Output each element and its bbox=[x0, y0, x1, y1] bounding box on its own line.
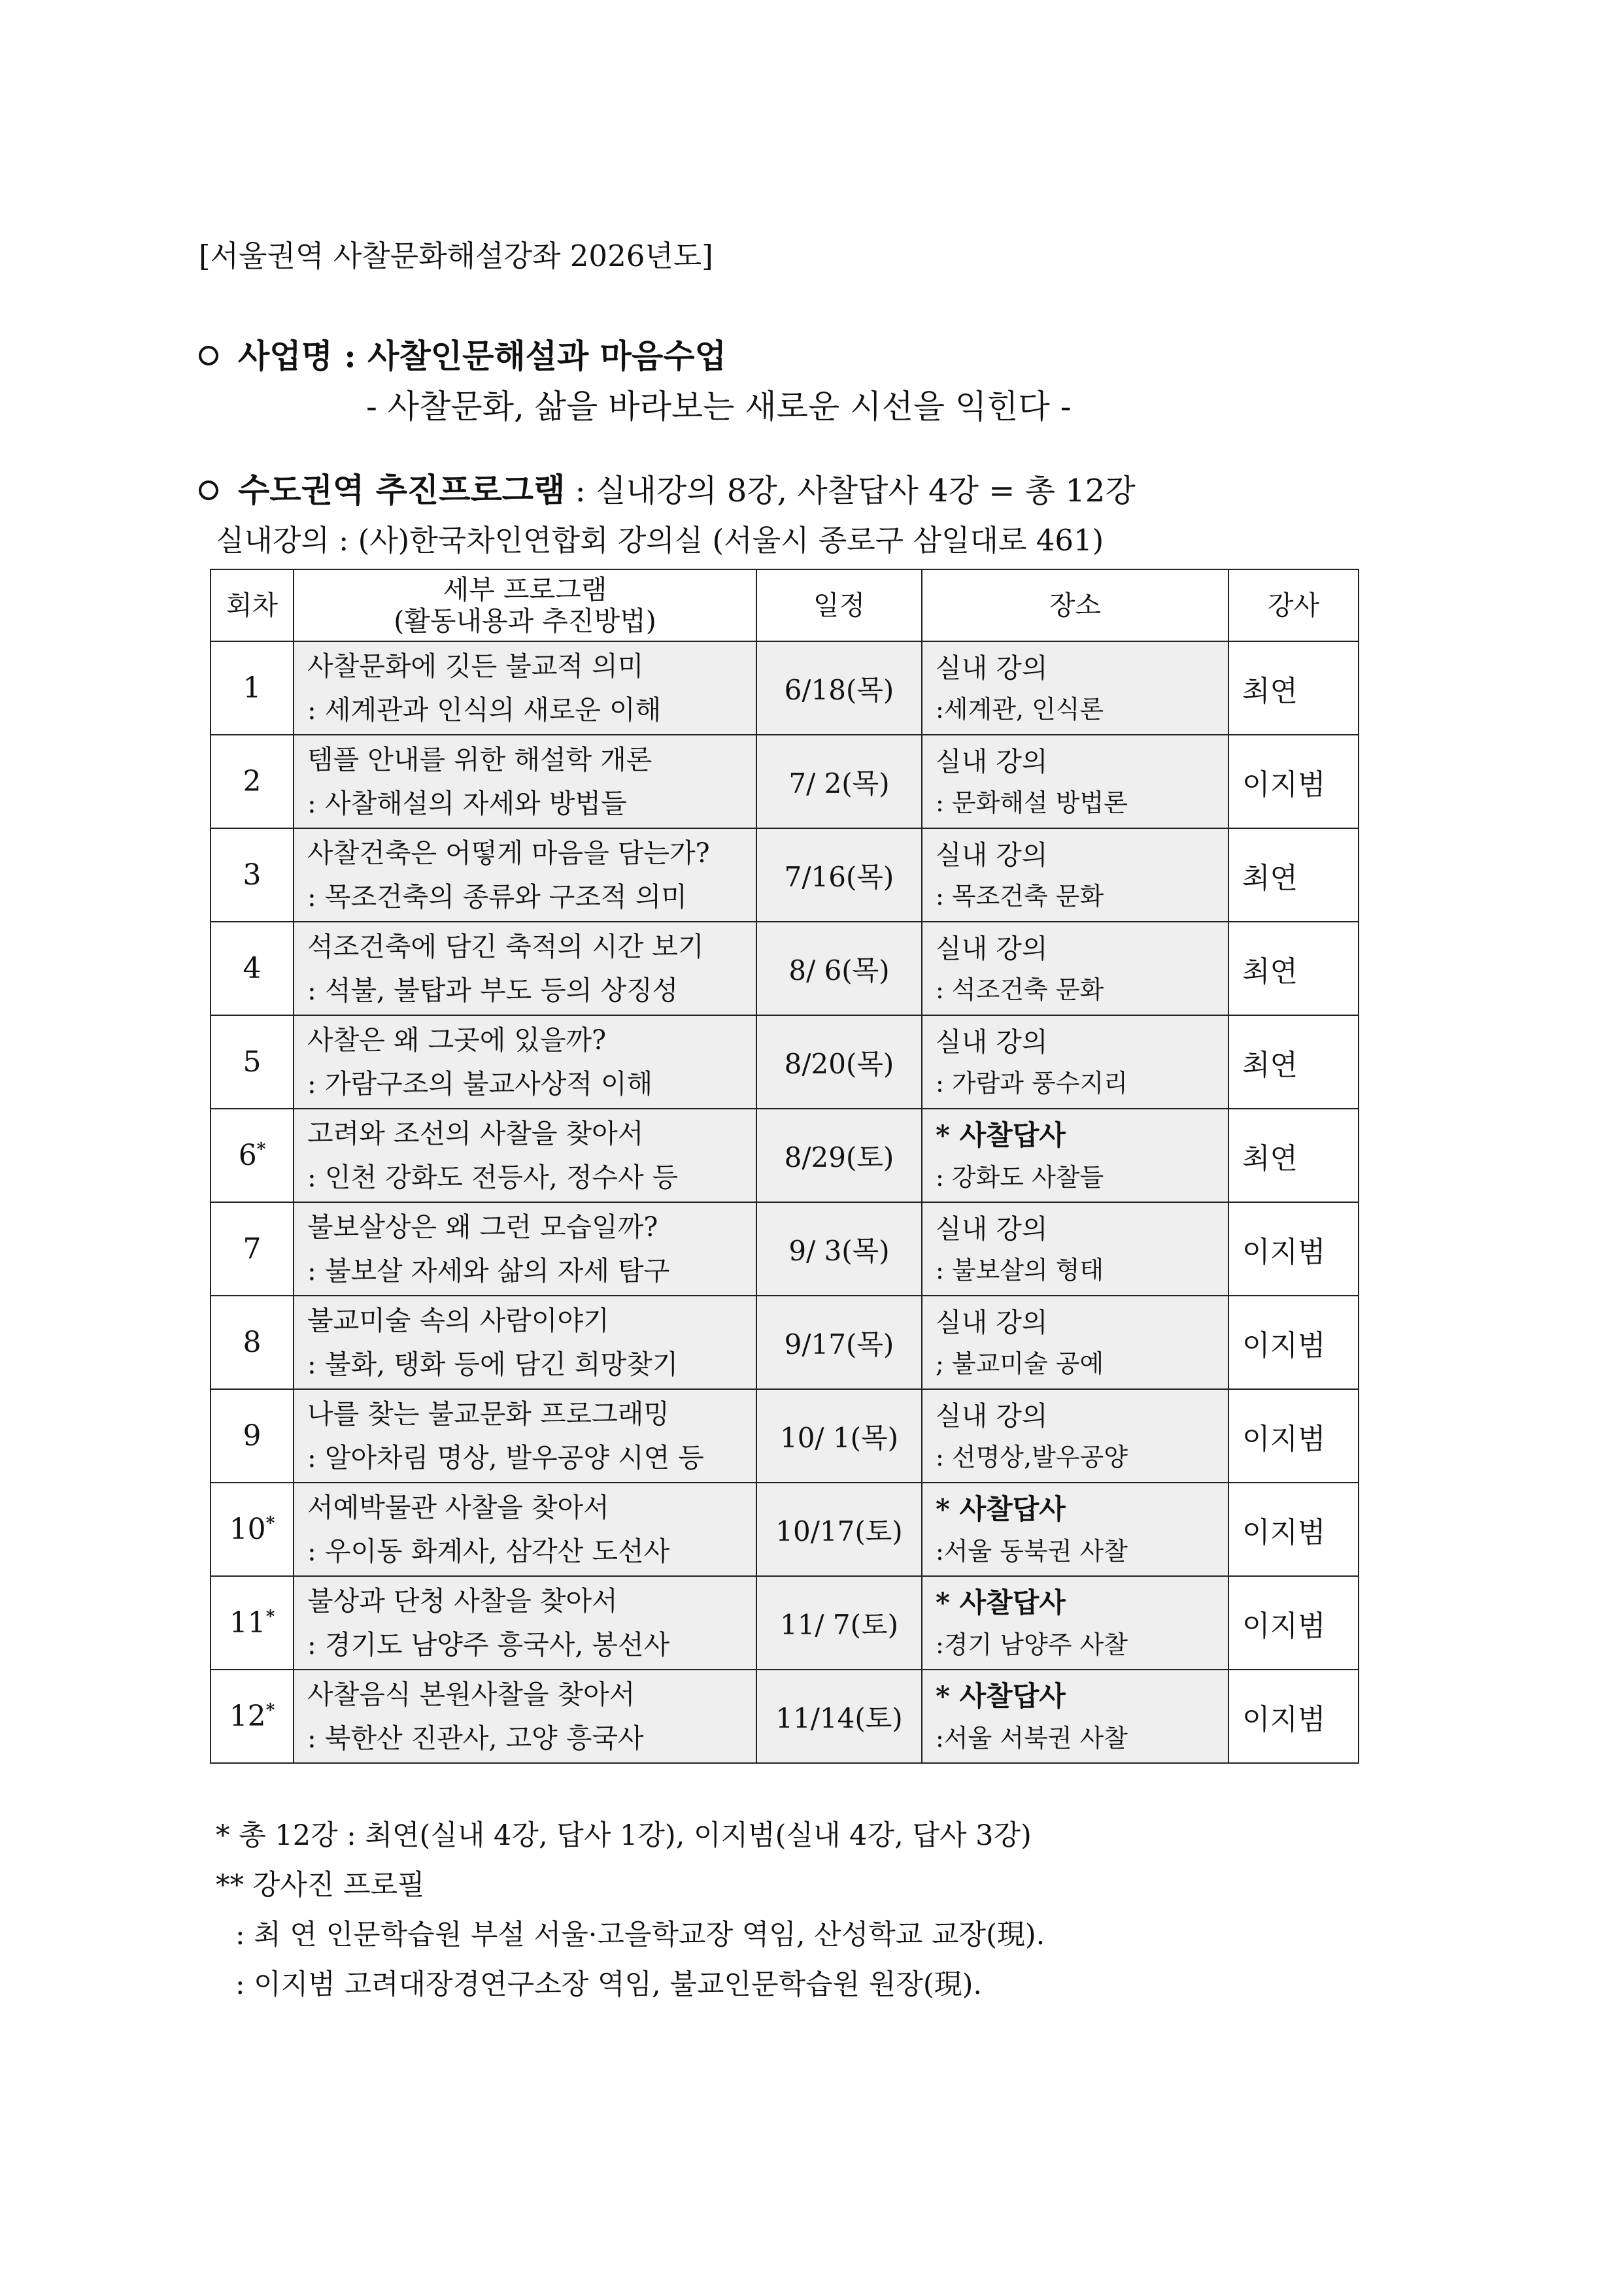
table-row bbox=[211, 828, 1359, 922]
row-lecturer: 이지범 bbox=[1228, 1576, 1359, 1670]
row-number-text: 12 bbox=[229, 1700, 266, 1733]
program-title-line: 불교미술 속의 사람이야기 bbox=[307, 1305, 609, 1337]
row-number-text: 10 bbox=[229, 1513, 266, 1546]
program-title-line: 석조건축에 담긴 축적의 시간 보기 bbox=[307, 931, 704, 963]
row-location bbox=[922, 1015, 1228, 1109]
note-profile-choi: : 최 연 인문학습원 부설 서울·고을학교장 역임, 산성학교 교장(現). bbox=[235, 1919, 1045, 1951]
field-trip-marker: * bbox=[265, 1700, 275, 1721]
table-row bbox=[211, 1109, 1359, 1202]
program-detail-line: : 우이동 화계사, 삼각산 도선사 bbox=[307, 1535, 670, 1567]
row-location bbox=[922, 735, 1228, 828]
table-row bbox=[211, 1202, 1359, 1296]
row-number bbox=[211, 1483, 294, 1576]
table-row bbox=[211, 922, 1359, 1015]
location-detail: : 목조건축 문화 bbox=[936, 881, 1104, 911]
location-type: 실내 강의 bbox=[936, 1213, 1048, 1245]
location-detail: ; 불교미술 공예 bbox=[936, 1349, 1104, 1378]
location-type: * 사찰답사 bbox=[936, 1492, 1066, 1525]
row-number-text: 4 bbox=[243, 952, 262, 985]
row-number-text: 9 bbox=[243, 1419, 262, 1453]
program-title-line: 템플 안내를 위한 해설학 개론 bbox=[307, 744, 652, 776]
row-location bbox=[922, 1670, 1228, 1763]
program-title-line: 서예박물관 사찰을 찾아서 bbox=[307, 1492, 609, 1524]
location-detail: :세계관, 인식론 bbox=[936, 694, 1104, 724]
row-lecturer: 이지범 bbox=[1228, 1389, 1359, 1483]
row-location bbox=[922, 1576, 1228, 1670]
row-program bbox=[294, 641, 756, 735]
row-location bbox=[922, 1389, 1228, 1483]
location-detail: :서울 서북권 사찰 bbox=[936, 1723, 1128, 1753]
header-program-line2: (활동내용과 추진방법) bbox=[394, 605, 656, 637]
schedule-table bbox=[210, 569, 1359, 1764]
program-title-line: 고려와 조선의 사찰을 찾아서 bbox=[307, 1118, 644, 1150]
row-location bbox=[922, 1483, 1228, 1576]
row-lecturer: 이지범 bbox=[1228, 1296, 1359, 1389]
row-date: 11/14(토) bbox=[756, 1670, 922, 1763]
row-date: 7/ 2(목) bbox=[756, 735, 922, 828]
location-type: * 사찰답사 bbox=[936, 1119, 1066, 1151]
document-header: [서울권역 사찰문화해설강좌 2026년도] bbox=[199, 239, 713, 273]
row-number bbox=[211, 1389, 294, 1483]
row-location bbox=[922, 828, 1228, 922]
row-date: 11/ 7(토) bbox=[756, 1576, 922, 1670]
location-type: * 사찰답사 bbox=[936, 1586, 1066, 1619]
row-number bbox=[211, 1576, 294, 1670]
location-detail: : 문화해설 방법론 bbox=[936, 788, 1128, 817]
program-detail-line: : 가람구조의 불교사상적 이해 bbox=[307, 1068, 653, 1100]
row-location bbox=[922, 1109, 1228, 1202]
row-number bbox=[211, 1202, 294, 1296]
row-lecturer: 이지범 bbox=[1228, 1483, 1359, 1576]
row-program bbox=[294, 1015, 756, 1109]
row-program bbox=[294, 1483, 756, 1576]
location-type: 실내 강의 bbox=[936, 1306, 1048, 1338]
location-detail: : 석조건축 문화 bbox=[936, 975, 1104, 1004]
row-lecturer: 최연 bbox=[1228, 922, 1359, 1015]
header-no: 회차 bbox=[211, 569, 294, 641]
location-type: 실내 강의 bbox=[936, 652, 1048, 684]
location-detail: : 가람과 풍수지리 bbox=[936, 1068, 1128, 1098]
note-profile-lee: : 이지범 고려대장경연구소장 역임, 불교인문학습원 원장(現). bbox=[235, 1968, 983, 2001]
header-date: 일정 bbox=[756, 569, 922, 641]
row-number bbox=[211, 1015, 294, 1109]
program-detail-line: : 북한산 진관사, 고양 흥국사 bbox=[307, 1722, 644, 1754]
row-number-text: 3 bbox=[243, 858, 262, 892]
row-location bbox=[922, 1202, 1228, 1296]
row-date: 6/18(목) bbox=[756, 641, 922, 735]
program-detail-line: : 불화, 탱화 등에 담긴 희망찾기 bbox=[307, 1348, 679, 1380]
program-title: 수도권역 추진프로그램 bbox=[238, 471, 566, 509]
row-date: 8/29(토) bbox=[756, 1109, 922, 1202]
row-number bbox=[211, 922, 294, 1015]
business-subtitle: - 사찰문화, 삶을 바라보는 새로운 시선을 익힌다 - bbox=[366, 388, 1072, 426]
location-type: 실내 강의 bbox=[936, 932, 1048, 964]
table-row bbox=[211, 1576, 1359, 1670]
table-row bbox=[211, 735, 1359, 828]
row-number bbox=[211, 1296, 294, 1389]
header-lecturer: 강사 bbox=[1228, 569, 1359, 641]
row-date: 8/ 6(목) bbox=[756, 922, 922, 1015]
row-date: 8/20(목) bbox=[756, 1015, 922, 1109]
venue-info: 실내강의 : (사)한국차인연합회 강의실 (서울시 종로구 삼일대로 461) bbox=[216, 523, 1104, 558]
program-detail-line: : 경기도 남양주 흥국사, 봉선사 bbox=[307, 1628, 670, 1660]
row-number bbox=[211, 828, 294, 922]
program-detail-line: : 목조건축의 종류와 구조적 의미 bbox=[307, 881, 687, 913]
row-location bbox=[922, 1296, 1228, 1389]
program-detail-line: : 알아차림 명상, 발우공양 시연 등 bbox=[307, 1441, 704, 1473]
row-lecturer: 최연 bbox=[1228, 828, 1359, 922]
notes bbox=[216, 1811, 1045, 2010]
row-date: 9/ 3(목) bbox=[756, 1202, 922, 1296]
row-program bbox=[294, 1296, 756, 1389]
row-number-text: 1 bbox=[243, 671, 262, 705]
location-type: 실내 강의 bbox=[936, 1026, 1048, 1058]
note-total: * 총 12강 : 최연(실내 4강, 답사 1강), 이지범(실내 4강, 답사 3강) bbox=[216, 1819, 1032, 1852]
table-row bbox=[211, 1015, 1359, 1109]
row-lecturer: 최연 bbox=[1228, 641, 1359, 735]
row-program bbox=[294, 828, 756, 922]
row-program bbox=[294, 1109, 756, 1202]
table-row bbox=[211, 1296, 1359, 1389]
program-title-line: 사찰문화에 깃든 불교적 의미 bbox=[307, 650, 644, 682]
header-program-line1: 세부 프로그램 bbox=[443, 573, 607, 605]
row-program bbox=[294, 1670, 756, 1763]
row-number-text: 11 bbox=[229, 1606, 266, 1640]
row-number bbox=[211, 735, 294, 828]
field-trip-marker: * bbox=[265, 1607, 275, 1627]
program-title-line: 불상과 단청 사찰을 찾아서 bbox=[307, 1585, 618, 1617]
row-location bbox=[922, 641, 1228, 735]
table-row bbox=[211, 1483, 1359, 1576]
field-trip-marker: * bbox=[265, 1513, 275, 1534]
location-detail: : 불보살의 형태 bbox=[936, 1255, 1104, 1285]
program-title-line: 사찰음식 본원사찰을 찾아서 bbox=[307, 1679, 635, 1711]
row-program bbox=[294, 735, 756, 828]
row-number-text: 5 bbox=[243, 1045, 262, 1079]
header-program bbox=[294, 569, 756, 641]
circle-bullet-icon bbox=[199, 346, 218, 365]
row-lecturer: 이지범 bbox=[1228, 1670, 1359, 1763]
row-number-text: 2 bbox=[243, 765, 262, 798]
row-date: 9/17(목) bbox=[756, 1296, 922, 1389]
location-detail: :경기 남양주 사찰 bbox=[936, 1630, 1128, 1659]
row-program bbox=[294, 1576, 756, 1670]
location-detail: : 강화도 사찰들 bbox=[936, 1162, 1104, 1192]
table-row bbox=[211, 641, 1359, 735]
location-type: * 사찰답사 bbox=[936, 1679, 1066, 1712]
row-date: 10/17(토) bbox=[756, 1483, 922, 1576]
header-location: 장소 bbox=[922, 569, 1228, 641]
row-program bbox=[294, 1389, 756, 1483]
table-row bbox=[211, 1389, 1359, 1483]
program-detail-line: : 세계관과 인식의 새로운 이해 bbox=[307, 694, 662, 726]
location-type: 실내 강의 bbox=[936, 745, 1048, 777]
location-detail: : 선명상,발우공양 bbox=[936, 1442, 1128, 1472]
row-number-text: 6 bbox=[238, 1139, 257, 1172]
program-summary: : 실내강의 8강, 사찰답사 4강 = 총 12강 bbox=[565, 473, 1136, 509]
row-number bbox=[211, 641, 294, 735]
program-detail-line: : 불보살 자세와 삶의 자세 탐구 bbox=[307, 1254, 670, 1287]
field-trip-marker: * bbox=[256, 1139, 266, 1160]
program-title-line: 불보살상은 왜 그런 모습일까? bbox=[307, 1211, 658, 1243]
table-header-row bbox=[211, 569, 1359, 641]
program-detail-line: : 석불, 불탑과 부도 등의 상징성 bbox=[307, 974, 679, 1006]
row-location bbox=[922, 922, 1228, 1015]
row-date: 10/ 1(목) bbox=[756, 1389, 922, 1483]
section-program bbox=[199, 464, 1136, 511]
row-number bbox=[211, 1670, 294, 1763]
row-lecturer: 최연 bbox=[1228, 1109, 1359, 1202]
row-number bbox=[211, 1109, 294, 1202]
program-title-line: 사찰은 왜 그곳에 있을까? bbox=[307, 1024, 607, 1056]
row-date: 7/16(목) bbox=[756, 828, 922, 922]
location-type: 실내 강의 bbox=[936, 839, 1048, 871]
program-detail-line: : 인천 강화도 전등사, 정수사 등 bbox=[307, 1161, 679, 1193]
row-program bbox=[294, 922, 756, 1015]
section-business-name bbox=[199, 330, 726, 377]
program-detail-line: : 사찰해설의 자세와 방법들 bbox=[307, 787, 627, 819]
business-name-text: 사업명 : 사찰인문해설과 마음수업 bbox=[238, 337, 726, 375]
row-lecturer: 최연 bbox=[1228, 1015, 1359, 1109]
circle-bullet-icon bbox=[199, 480, 218, 500]
program-title-line: 사찰건축은 어떻게 마음을 담는가? bbox=[307, 837, 710, 869]
program-title-line: 나를 찾는 불교문화 프로그래밍 bbox=[307, 1398, 669, 1430]
row-program bbox=[294, 1202, 756, 1296]
table-row bbox=[211, 1670, 1359, 1763]
row-lecturer: 이지범 bbox=[1228, 1202, 1359, 1296]
row-number-text: 8 bbox=[243, 1326, 262, 1359]
row-number-text: 7 bbox=[243, 1232, 262, 1266]
location-type: 실내 강의 bbox=[936, 1400, 1048, 1432]
note-profile-heading: ** 강사진 프로필 bbox=[216, 1869, 425, 1902]
location-detail: :서울 동북권 사찰 bbox=[936, 1536, 1128, 1566]
row-lecturer: 이지범 bbox=[1228, 735, 1359, 828]
